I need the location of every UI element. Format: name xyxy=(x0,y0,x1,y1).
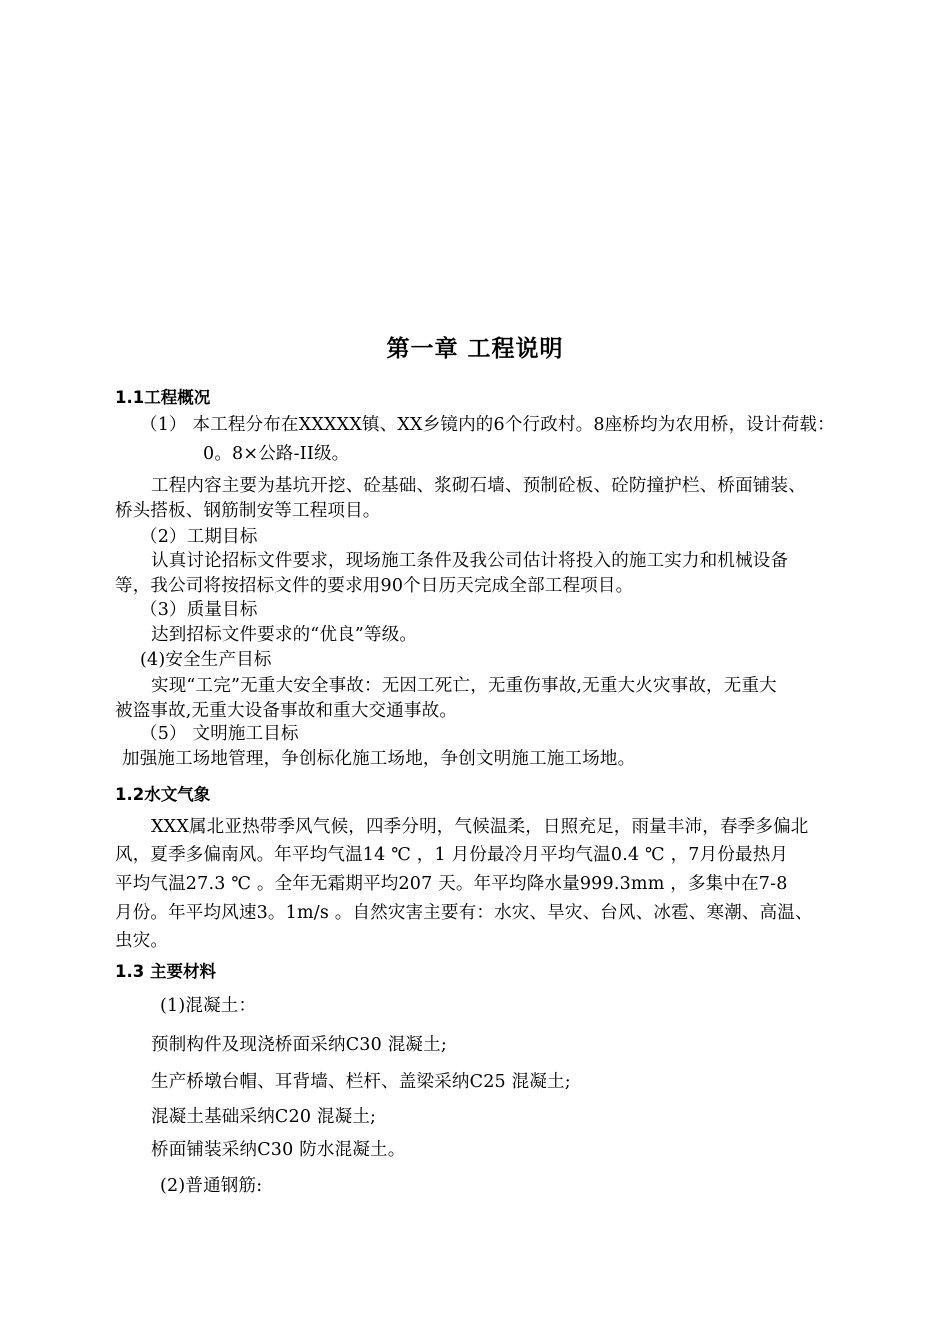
item4-heading: (4)安全生产目标 xyxy=(140,650,272,670)
climate-line5: 虫灾。 xyxy=(115,931,169,951)
item2-line1: 认真讨论招标文件要求，现场施工条件及我公司估计将投入的施工实力和机械设备 xyxy=(151,551,789,571)
concrete-line4: 桥面铺装采纳C30 防水混凝土。 xyxy=(151,1140,406,1160)
section-heading-1-2: 1.2水文气象 xyxy=(115,785,211,804)
chapter-title: 第一章 工程说明 xyxy=(386,336,564,362)
item4-line2: 被盗事故,无重大设备事故和重大交通事故。 xyxy=(115,701,458,721)
section-heading-1-1: 1.1工程概况 xyxy=(115,388,211,407)
concrete-line1: 预制构件及现浇桥面采纳C30 混凝土; xyxy=(151,1035,447,1055)
item2-line2: 等，我公司将按招标文件的要求用90个日历天完成全部工程项目。 xyxy=(115,576,634,596)
item3-line1: 达到招标文件要求的“优良”等级。 xyxy=(151,625,418,645)
concrete-line3: 混凝土基础采纳C20 混凝土; xyxy=(151,1107,377,1127)
content-line2: 桥头搭板、钢筋制安等工程项目。 xyxy=(115,501,381,521)
materials-item1-heading: (1)混凝土： xyxy=(160,996,257,1016)
item5-line1: 加强施工场地管理，争创标化施工场地，争创文明施工施工场地。 xyxy=(122,749,636,769)
climate-line4: 月份。年平均风速3。1m/s 。自然灾害主要有：水灾、旱灾、台风、冰雹、寒潮、高温、 xyxy=(115,903,813,923)
content-line1: 工程内容主要为基坑开挖、砼基础、浆砌石墙、预制砼板、砼防撞护栏、桥面铺装、 xyxy=(151,476,806,496)
section-heading-1-3: 1.3 主要材料 xyxy=(115,962,216,981)
climate-line1: XXX属北亚热带季风气候，四季分明，气候温柔，日照充足，雨量丰沛，春季多偏北 xyxy=(151,817,809,837)
item2-heading: （2）工期目标 xyxy=(140,527,258,547)
materials-item2-heading: (2)普通钢筋: xyxy=(160,1176,263,1196)
item3-heading: （3）质量目标 xyxy=(140,600,258,620)
item4-line1: 实现“工完”无重大安全事故：无因工死亡，无重伤事故,无重大火灾事故，无重大 xyxy=(151,676,777,696)
item1-line1: （1） 本工程分布在XXXXX镇、XX乡镜内的6个行政村。8座桥均为农用桥，设计荷载： xyxy=(140,415,835,435)
item5-heading: （5） 文明施工目标 xyxy=(140,724,299,744)
item1-line2: 0。8×公路-II级。 xyxy=(203,444,350,464)
concrete-line2: 生产桥墩台帽、耳背墙、栏杆、盖梁采纳C25 混凝土; xyxy=(151,1072,571,1092)
climate-line2: 风，夏季多偏南风。年平均气温14 ℃ ，1 月份最冷月平均气温0.4 ℃ ，7月份最热月 xyxy=(115,845,789,865)
climate-line3: 平均气温27.3 ℃ 。全年无霜期平均207 天。年平均降水量999.3mm ，多集中在7-8 xyxy=(115,874,788,894)
